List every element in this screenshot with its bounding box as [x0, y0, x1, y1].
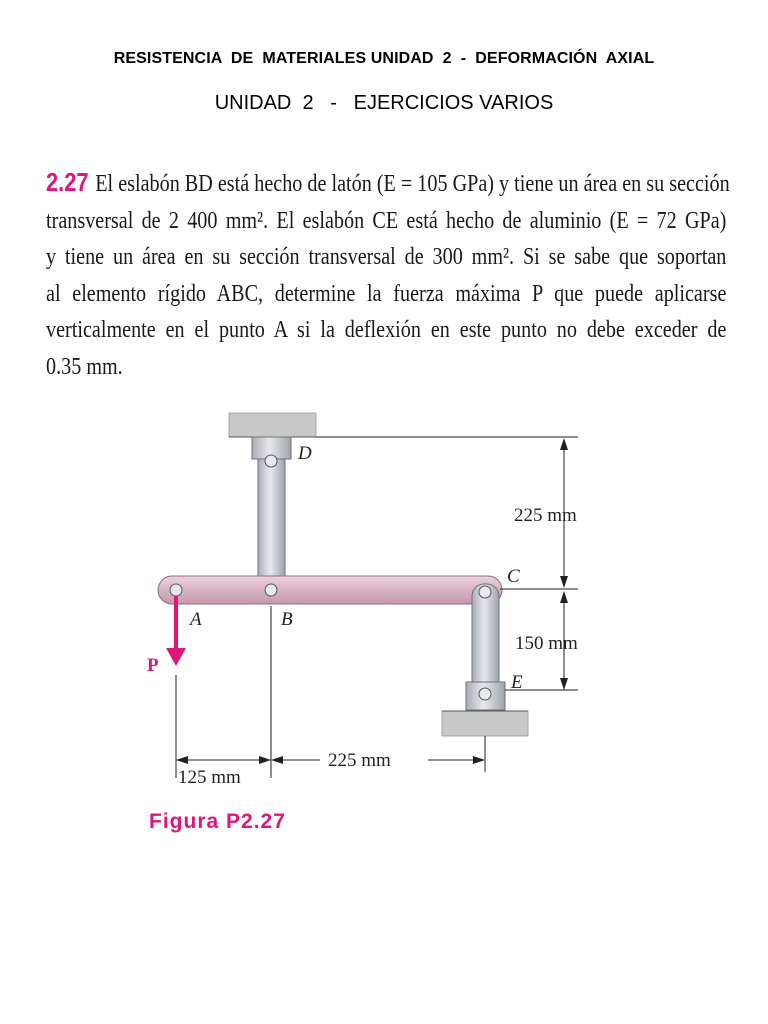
problem-line — [46, 164, 730, 203]
dim-arrow-ce-top — [560, 591, 568, 603]
label-a: A — [190, 609, 202, 630]
figure-caption: Figura P2.27 — [149, 810, 286, 833]
pin-d — [265, 455, 277, 467]
problem-text-line-3: y tiene un área en su sección transversal de 300 mm². Si se sabe que soportan — [46, 244, 727, 270]
rigid-bar-abc — [158, 576, 502, 604]
dim-arrow-bc-left — [271, 756, 283, 764]
label-c: C — [507, 566, 520, 587]
label-d: D — [298, 443, 312, 464]
problem-text-line-5: verticalmente en el punto A si la deflexión en este punto no debe exceder de — [46, 317, 727, 343]
document-subtitle: UNIDAD 2 - EJERCICIOS VARIOS — [214, 92, 554, 114]
dim-label-ce: 150 mm — [515, 633, 578, 654]
problem-text-line-1: El eslabón BD está hecho de latón (E = 105 GPa) y tiene un área en su sección — [95, 171, 730, 197]
dim-arrow-ab-left — [176, 756, 188, 764]
dim-arrow-bd-top — [560, 438, 568, 450]
problem-text-line-6: 0.35 mm. — [46, 353, 123, 380]
label-b: B — [281, 609, 293, 630]
force-p-arrowhead — [166, 648, 186, 666]
support-bottom — [442, 711, 528, 736]
dim-arrow-bc-right — [473, 756, 485, 764]
dim-arrow-bd-bottom — [560, 576, 568, 588]
figure-diagram — [0, 400, 768, 860]
dim-arrow-ce-bottom — [560, 678, 568, 690]
dim-label-bd: 225 mm — [514, 505, 577, 526]
document-title: RESISTENCIA DE MATERIALES UNIDAD 2 - DEFORMACIÓN AXIAL — [113, 50, 655, 67]
dim-label-ab: 125 mm — [178, 767, 241, 788]
pin-c — [479, 586, 491, 598]
pin-e — [479, 688, 491, 700]
problem-text-line-2: transversal de 2 400 mm². El eslabón CE está hecho de aluminio (E = 72 GPa) — [46, 207, 727, 234]
problem-text-line-4: al elemento rígido ABC, determine la fuerza máxima P que puede aplicarse — [46, 280, 727, 307]
pin-b — [265, 584, 277, 596]
problem-number: 2.27 — [46, 167, 89, 197]
label-p: P — [147, 655, 159, 676]
problem-statement — [46, 164, 730, 385]
dim-arrow-ab-right — [259, 756, 271, 764]
support-top — [229, 413, 316, 437]
label-e: E — [511, 672, 523, 693]
dim-label-bc: 225 mm — [328, 750, 391, 771]
pin-a — [170, 584, 182, 596]
